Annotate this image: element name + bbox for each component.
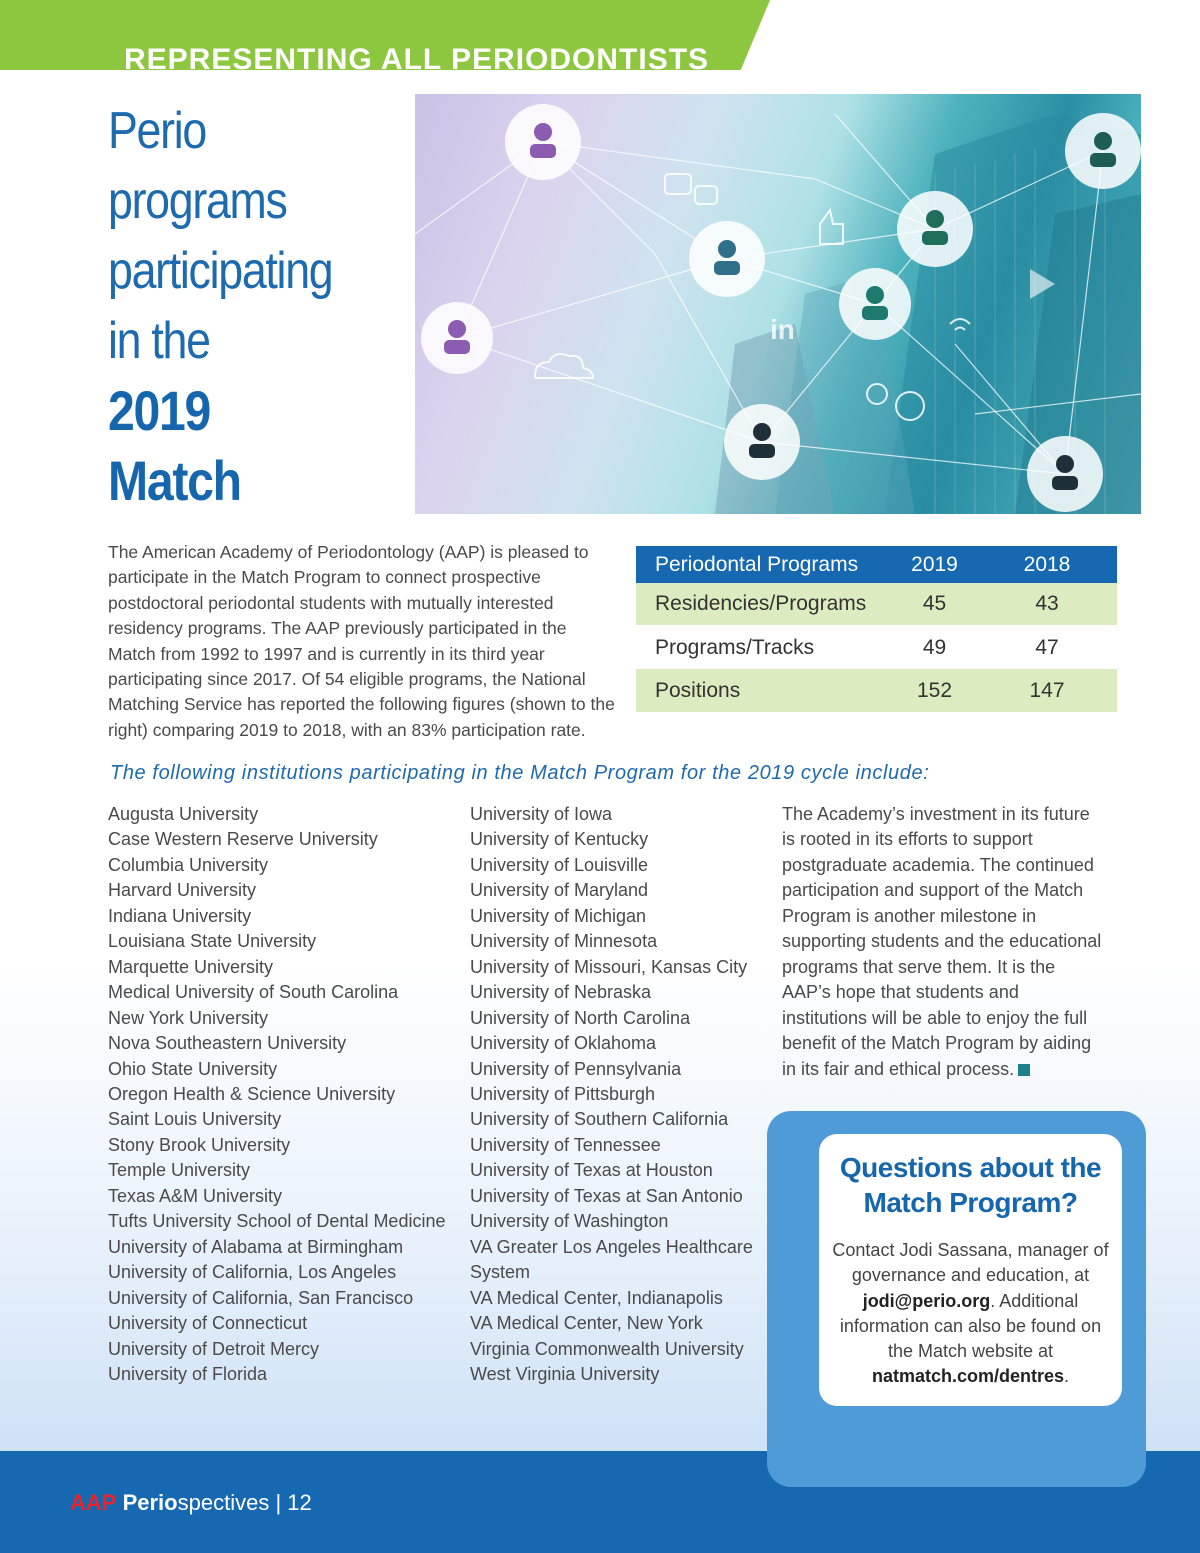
footer-perio: Perio xyxy=(122,1490,178,1515)
person-icon xyxy=(689,221,765,297)
title-line: programs xyxy=(108,172,287,230)
stats-header: 2018 xyxy=(977,546,1117,583)
list-item: University of Minnesota xyxy=(470,931,658,952)
list-item: University of California, San Francisco xyxy=(108,1287,414,1308)
institutions-subtitle: The following institutions participating in the Match Program for the 2019 cycle include: xyxy=(110,762,930,784)
header-band-text: REPRESENTING ALL PERIODONTISTS xyxy=(124,43,710,70)
table-cell: 47 xyxy=(1035,636,1059,659)
list-item: University of Oklahoma xyxy=(470,1033,657,1054)
contact-email-link[interactable]: jodi@perio.org xyxy=(862,1290,991,1311)
list-item: Harvard University xyxy=(108,880,257,901)
footer-brand xyxy=(70,1490,312,1516)
title-line: participating xyxy=(108,242,333,300)
list-item: University of Nebraska xyxy=(470,982,652,1003)
list-item: University of Detroit Mercy xyxy=(108,1338,320,1359)
list-item: Medical University of South Carolina xyxy=(108,982,399,1003)
list-item: Case Western Reserve University xyxy=(108,829,378,850)
institutions-list-col1 xyxy=(108,802,458,1387)
hero-image xyxy=(415,94,1141,514)
match-website-link[interactable]: natmatch.com/dentres xyxy=(871,1366,1065,1387)
person-icon xyxy=(1065,113,1141,189)
thumbs-up-icon xyxy=(820,210,843,244)
list-item: University of Tennessee xyxy=(470,1134,661,1155)
stats-header-row xyxy=(636,546,1117,583)
table-cell: 152 xyxy=(892,669,977,712)
questions-card xyxy=(819,1134,1122,1406)
page-title xyxy=(108,96,408,516)
chat-bubble-icon xyxy=(665,174,691,194)
person-icon xyxy=(839,268,911,340)
footer-separator: | xyxy=(275,1490,282,1515)
list-item: Louisiana State University xyxy=(108,931,317,952)
list-item: University of Southern California xyxy=(470,1109,729,1130)
list-item: University of Kentucky xyxy=(470,829,649,850)
list-item: VA Medical Center, New York xyxy=(470,1313,703,1334)
institutions-list-col2 xyxy=(470,802,770,1387)
list-item: University of Texas at San Antonio xyxy=(470,1185,743,1206)
list-item: Virginia Commonwealth University xyxy=(470,1338,744,1359)
questions-body xyxy=(819,1238,1122,1390)
list-item: University of Missouri, Kansas City xyxy=(470,956,748,977)
table-cell: Programs/Tracks xyxy=(655,636,815,659)
title-line-year: 2019 xyxy=(108,379,210,442)
person-icon xyxy=(1027,436,1103,512)
title-line: Perio xyxy=(108,102,206,160)
questions-body-text: . Additional information can also be found on the Match website at xyxy=(839,1290,1102,1362)
list-item: University of North Carolina xyxy=(470,1007,691,1028)
list-item: VA Medical Center, Indianapolis xyxy=(470,1287,723,1308)
list-item: Augusta University xyxy=(108,804,259,824)
list-item: University of Iowa xyxy=(470,804,613,824)
intro-paragraph: The American Academy of Periodontology (AAP) is pleased to participate in the Match Program to connect prospective postdoctoral periodontal students with mutually interested residency programs. The AAP previously participated in the Match from 1992 to 1997 and is currently in its third year participating since 2017. Of 54 eligible programs, the National Matching Service has reported the following figures (shown to the right) comparing 2019 to 2018, with an 83% participation rate. xyxy=(108,542,615,740)
list-item: Temple University xyxy=(108,1160,251,1181)
linkedin-icon: in xyxy=(770,314,795,345)
list-item: University of Louisville xyxy=(470,854,649,875)
list-item: Indiana University xyxy=(108,905,252,926)
table-cell: 49 xyxy=(922,636,947,659)
table-cell: Residencies/Programs xyxy=(636,583,892,626)
list-item: Oregon Health & Science University xyxy=(108,1083,396,1104)
questions-body-text: . xyxy=(1064,1366,1070,1387)
list-item: Nova Southeastern University xyxy=(108,1033,347,1054)
questions-title xyxy=(819,1150,1122,1220)
list-item: University of Alabama at Birmingham xyxy=(108,1236,404,1257)
footer-spectives: spectives xyxy=(177,1490,270,1515)
end-mark-icon xyxy=(1018,1064,1030,1076)
list-item: University of Connecticut xyxy=(108,1313,308,1334)
table-cell: Positions xyxy=(636,669,892,712)
list-item: Ohio State University xyxy=(108,1058,278,1079)
list-item: Saint Louis University xyxy=(108,1109,282,1130)
page-number: 12 xyxy=(287,1490,312,1515)
person-icon xyxy=(724,404,800,480)
table-row xyxy=(636,583,1117,626)
questions-title-line: Match Program? xyxy=(863,1187,1078,1218)
title-line-match: Match xyxy=(108,449,241,512)
title-line: in the xyxy=(108,312,210,370)
list-item: University of Pennsylvania xyxy=(470,1058,682,1079)
stats-header: Periodontal Programs xyxy=(636,546,892,583)
person-icon xyxy=(421,302,493,374)
closing-text: The Academy’s investment in its future is rooted in its efforts to support postgraduate academia. The continued participation and support of the Match Program is another milestone in supporting students and the educational programs that serve them. It is the AAP’s hope that students and institutions will be able to enjoy the full benefit of the Match Program by aiding in its fair and ethical process. xyxy=(782,804,1102,1079)
list-item: University of Pittsburgh xyxy=(470,1083,656,1104)
table-row xyxy=(636,626,1117,669)
stats-header: 2019 xyxy=(892,546,977,583)
closing-paragraph xyxy=(782,802,1102,1082)
table-cell: 43 xyxy=(977,583,1117,626)
questions-title-line: Questions about the xyxy=(839,1152,1102,1183)
questions-body-text: Contact Jodi Sassana, manager of governance and education, at xyxy=(832,1240,1109,1286)
table-cell: 45 xyxy=(892,583,977,626)
list-item: University of Florida xyxy=(108,1363,268,1384)
table-cell: 147 xyxy=(977,669,1117,712)
list-item: Texas A&M University xyxy=(108,1185,283,1206)
list-item: University of Michigan xyxy=(470,905,647,926)
network-illustration xyxy=(415,94,1141,514)
list-item: Tufts University School of Dental Medicine xyxy=(108,1211,446,1232)
person-icon xyxy=(897,191,973,267)
person-icon xyxy=(505,104,581,180)
list-item: VA Greater Los Angeles Healthcare xyxy=(470,1236,753,1257)
list-item: Marquette University xyxy=(108,956,274,977)
list-item: West Virginia University xyxy=(470,1363,660,1384)
list-item: University of Texas at Houston xyxy=(470,1160,713,1181)
list-item: System xyxy=(470,1262,531,1283)
list-item: New York University xyxy=(108,1007,269,1028)
list-item: Stony Brook University xyxy=(108,1134,291,1155)
footer-aap: AAP xyxy=(70,1490,117,1515)
list-item: University of California, Los Angeles xyxy=(108,1262,397,1283)
table-row xyxy=(636,669,1117,712)
list-item: University of Washington xyxy=(470,1211,669,1232)
stats-table xyxy=(636,546,1117,712)
list-item: University of Maryland xyxy=(470,880,649,901)
list-item: Columbia University xyxy=(108,854,269,875)
